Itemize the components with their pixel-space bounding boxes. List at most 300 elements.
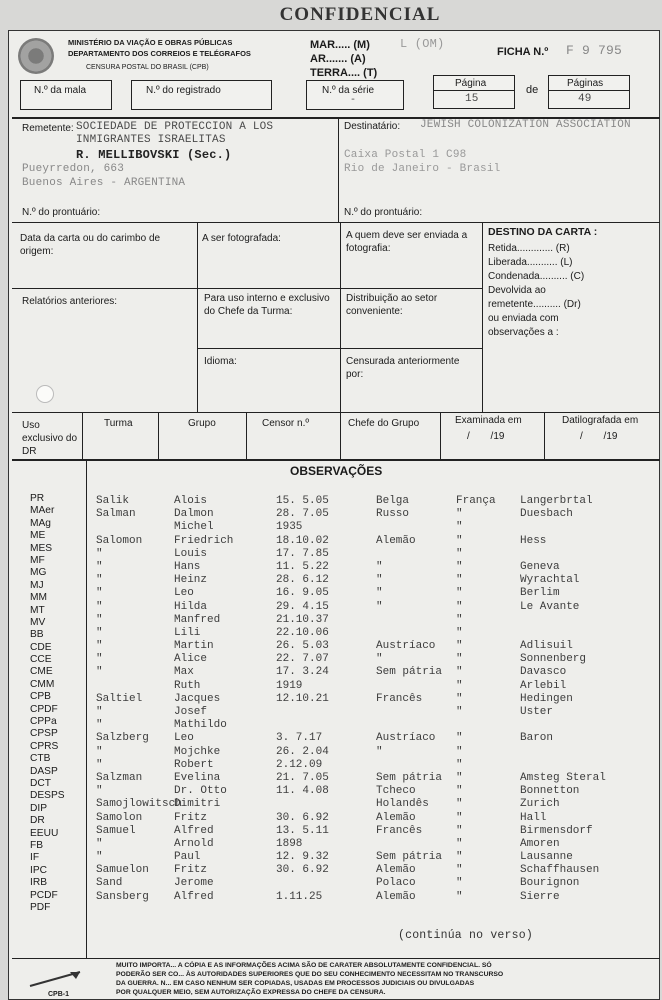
observation-dest: " — [456, 547, 463, 560]
observation-dest: " — [456, 890, 463, 903]
department-code: FB — [30, 839, 44, 851]
serie-value: - — [350, 95, 357, 106]
datilografada-label: Datilografada em — [562, 415, 639, 426]
observation-surname: " — [96, 626, 103, 639]
coat-of-arms-emblem — [18, 38, 54, 74]
observation-surname: Samolon — [96, 811, 143, 824]
observation-name: Fritz — [174, 811, 208, 824]
observation-date: 26. 5.03 — [276, 640, 329, 653]
ar-option: AR....... (A) — [310, 53, 366, 65]
rem-dest-divider — [338, 117, 339, 223]
idioma-label: Idioma: — [204, 356, 237, 367]
department-code: PDF — [30, 901, 51, 913]
observation-date: 22. 7.07 — [276, 653, 329, 666]
observation-surname: " — [96, 666, 103, 679]
observation-row — [96, 574, 656, 587]
observation-dest: " — [456, 600, 463, 613]
arrow-icon — [26, 968, 86, 990]
observation-dest: " — [456, 837, 463, 850]
observation-dest: " — [456, 560, 463, 573]
observation-surname: Sand — [96, 877, 123, 890]
observation-name: Jacques — [174, 692, 221, 705]
observation-name: Alfred — [174, 824, 214, 837]
observation-row — [96, 772, 656, 785]
observation-name: Paul — [174, 851, 201, 864]
mar-option: MAR..... (M) — [310, 39, 370, 51]
observation-date: 11. 5.22 — [276, 560, 329, 573]
observation-name: Fritz — [174, 864, 208, 877]
observation-place: Uster — [520, 706, 554, 718]
observation-date: 18.10.02 — [276, 534, 329, 547]
observation-row — [96, 495, 656, 508]
examinada-date: / /19 — [467, 431, 505, 442]
observation-date: 29. 4.15 — [276, 600, 329, 613]
observation-name: Dimitri — [174, 798, 221, 811]
observation-place: Baron — [520, 732, 554, 745]
observation-surname: Sansberg — [96, 890, 149, 903]
observation-place: Sonnenberg — [520, 653, 587, 666]
observation-date: 21.10.37 — [276, 613, 329, 626]
observation-row — [96, 587, 656, 600]
observation-row — [96, 785, 656, 798]
destino-retida: Retida............. (R) — [488, 243, 570, 254]
department-code: DR — [30, 815, 45, 827]
fotografada-label: A ser fotografada: — [202, 233, 281, 244]
observation-name: Alois — [174, 495, 208, 507]
censurada-label: Censurada anteriormente por: — [346, 356, 460, 380]
department-code: PR — [30, 493, 45, 504]
observation-row — [96, 706, 656, 719]
observation-nat: " — [376, 745, 383, 758]
observation-dest: " — [456, 877, 463, 890]
destino-devolvida: Devolvida ao — [488, 285, 546, 296]
destinatario-line-3: Rio de Janeiro - Brasil — [344, 163, 501, 175]
observation-nat: Austríaco — [376, 732, 436, 745]
observation-date: 12.10.21 — [276, 692, 329, 705]
observation-surname: " — [96, 574, 103, 587]
observation-date: 1919 — [276, 679, 303, 692]
observation-nat: Holandês — [376, 798, 429, 811]
department-code: CPDF — [30, 703, 58, 715]
relatorios-label: Relatórios anteriores: — [22, 296, 118, 307]
observation-nat: Tcheco — [376, 785, 416, 798]
uso-col-6 — [544, 412, 545, 460]
destinatario-label: Destinatário: — [344, 121, 401, 132]
observation-nat: " — [376, 587, 383, 600]
department-code: MV — [30, 616, 46, 628]
observation-row — [96, 693, 656, 706]
observation-date: 3. 7.17 — [276, 732, 323, 745]
observation-surname: Saltiel — [96, 692, 143, 705]
observation-dest: " — [456, 851, 463, 864]
department-code: DIP — [30, 802, 47, 814]
footer-line-2: PODERÃO SER CO... ÀS AUTORIDADES SUPERIORES QUE DO SEU CONHECIMENTO NECESSITAM NO TRANSCURSO — [116, 971, 504, 978]
observation-surname: Salman — [96, 508, 136, 521]
observation-surname: " — [96, 785, 103, 798]
observation-name: Arnold — [174, 837, 214, 850]
observation-row — [96, 640, 656, 653]
observation-row — [96, 653, 656, 666]
observation-surname: " — [96, 745, 103, 758]
observation-date: 17. 7.85 — [276, 547, 329, 560]
codes-divider — [86, 461, 87, 958]
observation-row — [96, 851, 656, 864]
observation-place: Arlebil — [520, 679, 567, 692]
destino-liberada: Liberada........... (L) — [488, 257, 573, 268]
observation-place: Langerbrtal — [520, 495, 593, 507]
fields-rule-bottom — [12, 412, 660, 413]
observation-place: Amsteg Steral — [520, 771, 606, 784]
paginas-divider — [548, 90, 629, 91]
observation-nat: Austríaco — [376, 640, 436, 653]
department-code: MES — [30, 542, 53, 554]
observation-dest: " — [456, 771, 463, 784]
observation-place: Duesbach — [520, 508, 573, 521]
data-carta-label: Data da carta ou do carimbo de origem: — [20, 233, 161, 257]
observation-nat: " — [376, 560, 383, 573]
observation-row — [96, 732, 656, 745]
observation-dest: " — [456, 679, 463, 692]
observation-row — [96, 627, 656, 640]
observation-name: Lili — [174, 626, 201, 639]
observation-nat: " — [376, 574, 383, 587]
observation-surname: " — [96, 587, 103, 600]
fields-row-2 — [197, 348, 482, 349]
observation-name: Robert — [174, 758, 214, 771]
observation-row — [96, 601, 656, 614]
observation-name: Alice — [174, 653, 208, 666]
department-code: DASP — [30, 765, 58, 777]
paginas-value: 49 — [578, 93, 592, 105]
observation-name: Max — [174, 666, 194, 679]
observacoes-title: OBSERVAÇÕES — [290, 464, 383, 478]
observation-dest: " — [456, 758, 463, 771]
department-code: CPRS — [30, 740, 59, 752]
uso-col-5 — [440, 412, 441, 460]
observation-surname: " — [96, 613, 103, 626]
observation-name: Leo — [174, 587, 194, 600]
observation-nat: Sem pátria — [376, 771, 443, 784]
observation-name: Martin — [174, 640, 214, 653]
fields-row-1 — [12, 288, 482, 289]
serie-label: N.º da série — [322, 85, 375, 96]
observation-place: Amoren — [520, 837, 560, 850]
observation-name: Michel — [174, 521, 214, 534]
observation-name: Dalmon — [174, 508, 214, 521]
observation-surname: " — [96, 758, 103, 771]
remetente-label: Remetente: — [22, 123, 74, 134]
observation-dest: " — [456, 574, 463, 587]
turma-label: Turma — [104, 418, 133, 429]
observation-nat: Polaco — [376, 877, 416, 890]
observation-place: Wyrachtal — [520, 574, 580, 587]
observation-surname: " — [96, 719, 103, 732]
punch-hole — [36, 385, 54, 403]
fields-col-2 — [340, 222, 341, 412]
remetente-line-2: INMIGRANTES ISRAELITAS — [76, 134, 226, 146]
observation-dest: " — [456, 521, 463, 534]
de-label: de — [526, 84, 539, 96]
observation-nat: " — [376, 600, 383, 613]
destino-observacoes: observações a : — [488, 327, 559, 338]
uso-rule-bottom — [12, 459, 660, 461]
grupo-label: Grupo — [188, 418, 216, 429]
observation-date: 12. 9.32 — [276, 851, 329, 864]
observation-row — [96, 719, 656, 732]
observacoes-rule-bottom — [12, 958, 660, 959]
observation-name: Hans — [174, 560, 201, 573]
department-code: CPB — [30, 691, 51, 703]
observation-place: Lausanne — [520, 851, 573, 864]
observation-dest: " — [456, 706, 463, 718]
uso-col-1 — [82, 412, 83, 460]
observation-nat: Alemão — [376, 864, 416, 877]
department-code: IF — [30, 852, 40, 864]
continua-note: (continúa no verso) — [398, 929, 533, 942]
observation-dest: " — [456, 864, 463, 877]
footer-line-4: POR QUALQUER MEIO, SEM AUTORIZAÇÃO EXPRESSA DO CHEFE DA CENSURA. — [116, 989, 386, 996]
observation-place: Geneva — [520, 560, 560, 573]
footer-line-3: DA GUERRA. N... EM CASO NENHUM SER COPIADAS, USADAS EM PROCESSOS JUDICIAIS OU DIVULGADAS — [116, 980, 475, 987]
quem-enviada-label: A quem deve ser enviada a fotografia: — [346, 230, 468, 254]
observation-row — [96, 614, 656, 627]
observation-row — [96, 825, 656, 838]
observation-date: 16. 9.05 — [276, 587, 329, 600]
observation-place: Birmensdorf — [520, 824, 593, 837]
censor-label: Censor n.º — [262, 418, 310, 429]
chefe-grupo-label: Chefe do Grupo — [348, 418, 420, 429]
department-code: MAg — [30, 517, 51, 529]
observation-dest: " — [456, 745, 463, 758]
destino-enviada: ou enviada com — [488, 313, 559, 324]
observation-row — [96, 838, 656, 851]
form-code: CPB-1 — [48, 991, 70, 998]
observation-surname: " — [96, 600, 103, 613]
department-code: CCE — [30, 654, 52, 666]
observation-place: Schaffhausen — [520, 864, 600, 877]
department-code: MAer — [30, 505, 55, 517]
observation-nat: Francês — [376, 692, 423, 705]
observation-nat: Russo — [376, 508, 410, 521]
department-codes-column — [30, 493, 86, 914]
department-code: CDE — [30, 641, 52, 653]
fields-col-1 — [197, 222, 198, 412]
observation-row — [96, 812, 656, 825]
remetente-line-1: SOCIEDADE DE PROTECCION A LOS — [76, 121, 274, 133]
destino-remetente: remetente.......... (Dr) — [488, 299, 581, 310]
observation-row — [96, 680, 656, 693]
observation-date: 30. 6.92 — [276, 811, 329, 824]
observation-dest: " — [456, 732, 463, 745]
destinatario-line-1: JEWISH COLONIZATION ASSOCIATION — [420, 119, 631, 131]
footer-line-1: MUITO IMPORTA... A CÓPIA E AS INFORMAÇÕES ACIMA SÃO DE CARATER ABSOLUTAMENTE CONFIDENCIAL. SÓ — [116, 962, 492, 969]
observation-surname: Salzberg — [96, 732, 149, 745]
observation-dest: " — [456, 824, 463, 837]
observation-date: 1898 — [276, 837, 303, 850]
observation-surname: Salik — [96, 495, 130, 507]
department-code: CPPa — [30, 716, 57, 728]
observation-row — [96, 759, 656, 772]
observation-place: Berlim — [520, 587, 560, 600]
observation-surname: " — [96, 640, 103, 653]
observation-surname: Samuelon — [96, 864, 149, 877]
observation-surname: Salzman — [96, 771, 143, 784]
pagina-divider — [433, 90, 514, 91]
department-code: CME — [30, 666, 53, 678]
department-code: IRB — [30, 877, 47, 889]
department-code: DCT — [30, 777, 51, 789]
observation-row — [96, 535, 656, 548]
observations-list — [96, 495, 656, 904]
observation-date: 1.11.25 — [276, 890, 323, 903]
observation-name: Friedrich — [174, 534, 234, 547]
examinada-label: Examinada em — [455, 415, 522, 426]
remetente-line-4: Pueyrredon, 663 — [22, 163, 125, 175]
destinatario-prontuario: N.º do prontuário: — [344, 207, 423, 218]
observation-name: Mojchke — [174, 745, 221, 758]
observation-surname: " — [96, 547, 103, 560]
observation-dest: " — [456, 508, 463, 521]
observation-row — [96, 864, 656, 877]
observation-dest: " — [456, 587, 463, 600]
observation-name: Jerome — [174, 877, 214, 890]
remetente-line-3: R. MELLIBOVSKI (Sec.) — [76, 148, 232, 162]
observation-place: Sierre — [520, 890, 560, 903]
observation-name: Alfred — [174, 890, 214, 903]
observation-dest: " — [456, 613, 463, 626]
observation-date: 15. 5.05 — [276, 495, 329, 507]
ministry-line-2: DEPARTAMENTO DOS CORREIOS E TELÉGRAFOS — [68, 49, 251, 58]
observation-date: 30. 6.92 — [276, 864, 329, 877]
observation-date: 11. 4.08 — [276, 785, 329, 798]
remetente-prontuario: N.º do prontuário: — [22, 207, 101, 218]
confidential-title: CONFIDENCIAL — [279, 4, 441, 25]
observation-name: Louis — [174, 547, 208, 560]
mala-label: N.º da mala — [34, 85, 87, 96]
observation-dest: " — [456, 653, 463, 666]
observation-nat: Alemão — [376, 534, 416, 547]
observation-date: 1935 — [276, 521, 303, 534]
ficha-label: FICHA N.º — [497, 46, 549, 58]
observation-nat: Alemão — [376, 811, 416, 824]
observation-name: Ruth — [174, 679, 201, 692]
mar-value: L (OM) — [400, 37, 445, 51]
ministry-line-3: CENSURA POSTAL DO BRASIL (CPB) — [86, 64, 209, 71]
department-code: EEUU — [30, 827, 59, 839]
observation-date: 2.12.09 — [276, 758, 323, 771]
observation-dest: " — [456, 640, 463, 653]
observation-nat: " — [376, 653, 383, 666]
observation-nat: Belga — [376, 495, 410, 507]
observation-dest: " — [456, 534, 463, 547]
observation-place: Le Avante — [520, 600, 580, 613]
observation-date: 28. 6.12 — [276, 574, 329, 587]
department-code: IPC — [30, 864, 47, 876]
observation-place: Bonnetton — [520, 785, 580, 798]
observation-date: 17. 3.24 — [276, 666, 329, 679]
observation-dest: França — [456, 495, 496, 507]
observation-row — [96, 666, 656, 679]
observation-place: Hedingen — [520, 692, 573, 705]
department-code: MF — [30, 554, 45, 566]
department-code: MJ — [30, 579, 44, 591]
observation-place: Adlisuil — [520, 640, 573, 653]
observation-name: Leo — [174, 732, 194, 745]
destino-condenada: Condenada.......... (C) — [488, 271, 585, 282]
destino-title: DESTINO DA CARTA : — [488, 226, 598, 238]
ficha-number: F 9 795 — [566, 43, 623, 58]
observation-dest: " — [456, 785, 463, 798]
observation-place: Hall — [520, 811, 547, 824]
uso-col-3 — [246, 412, 247, 460]
observation-dest: " — [456, 626, 463, 639]
uso-interno-label: Para uso interno e exclusivo do Chefe da Turma: — [204, 293, 330, 317]
observation-nat: Sem pátria — [376, 666, 443, 679]
department-code: ME — [30, 530, 46, 542]
observation-row — [96, 508, 656, 521]
observation-name: Heinz — [174, 574, 208, 587]
observation-surname: Samuel — [96, 824, 136, 837]
department-code: MT — [30, 604, 45, 616]
observation-surname: " — [96, 653, 103, 666]
uso-col-4 — [340, 412, 341, 460]
observation-row — [96, 877, 656, 890]
department-code: CPSP — [30, 728, 58, 740]
observation-name: Mathildo — [174, 719, 227, 732]
pagina-label: Página — [455, 78, 487, 89]
department-code: MM — [30, 592, 47, 604]
observation-surname: Samojlowitsch — [96, 798, 182, 811]
paginas-label: Páginas — [567, 78, 604, 89]
uso-dr-label: Uso exclusivo do DR — [22, 420, 78, 457]
department-code: CTB — [30, 753, 51, 765]
department-code: BB — [30, 629, 44, 641]
observation-dest: " — [456, 798, 463, 811]
observation-surname: " — [96, 851, 103, 864]
observation-nat: Francês — [376, 824, 423, 837]
observation-name: Hilda — [174, 600, 208, 613]
pagina-value: 15 — [465, 93, 479, 105]
observation-name: Manfred — [174, 613, 221, 626]
observation-row — [96, 746, 656, 759]
observation-surname: " — [96, 837, 103, 850]
observation-dest: " — [456, 692, 463, 705]
observation-surname: " — [96, 560, 103, 573]
observation-surname: " — [96, 706, 103, 718]
fields-rule-top — [12, 222, 660, 223]
observation-row — [96, 891, 656, 904]
observation-date: 22.10.06 — [276, 626, 329, 639]
datilografada-date: / /19 — [580, 431, 618, 442]
registrado-label: N.º do registrado — [146, 85, 221, 96]
observation-row — [96, 521, 656, 534]
fields-col-3 — [482, 222, 483, 412]
observation-nat: Sem pátria — [376, 851, 443, 864]
department-code: PCDF — [30, 889, 58, 901]
destinatario-line-2: Caixa Postal 1 C98 — [344, 149, 467, 161]
observation-date: 21. 7.05 — [276, 771, 329, 784]
observation-row — [96, 798, 656, 811]
observation-name: Dr. Otto — [174, 785, 227, 798]
observation-row — [96, 548, 656, 561]
department-code: DESPS — [30, 790, 65, 802]
observation-row — [96, 561, 656, 574]
observation-surname: Salomon — [96, 534, 143, 547]
observation-place: Hess — [520, 534, 547, 547]
uso-col-2 — [158, 412, 159, 460]
observation-date: 26. 2.04 — [276, 745, 329, 758]
department-code: MG — [30, 567, 47, 579]
